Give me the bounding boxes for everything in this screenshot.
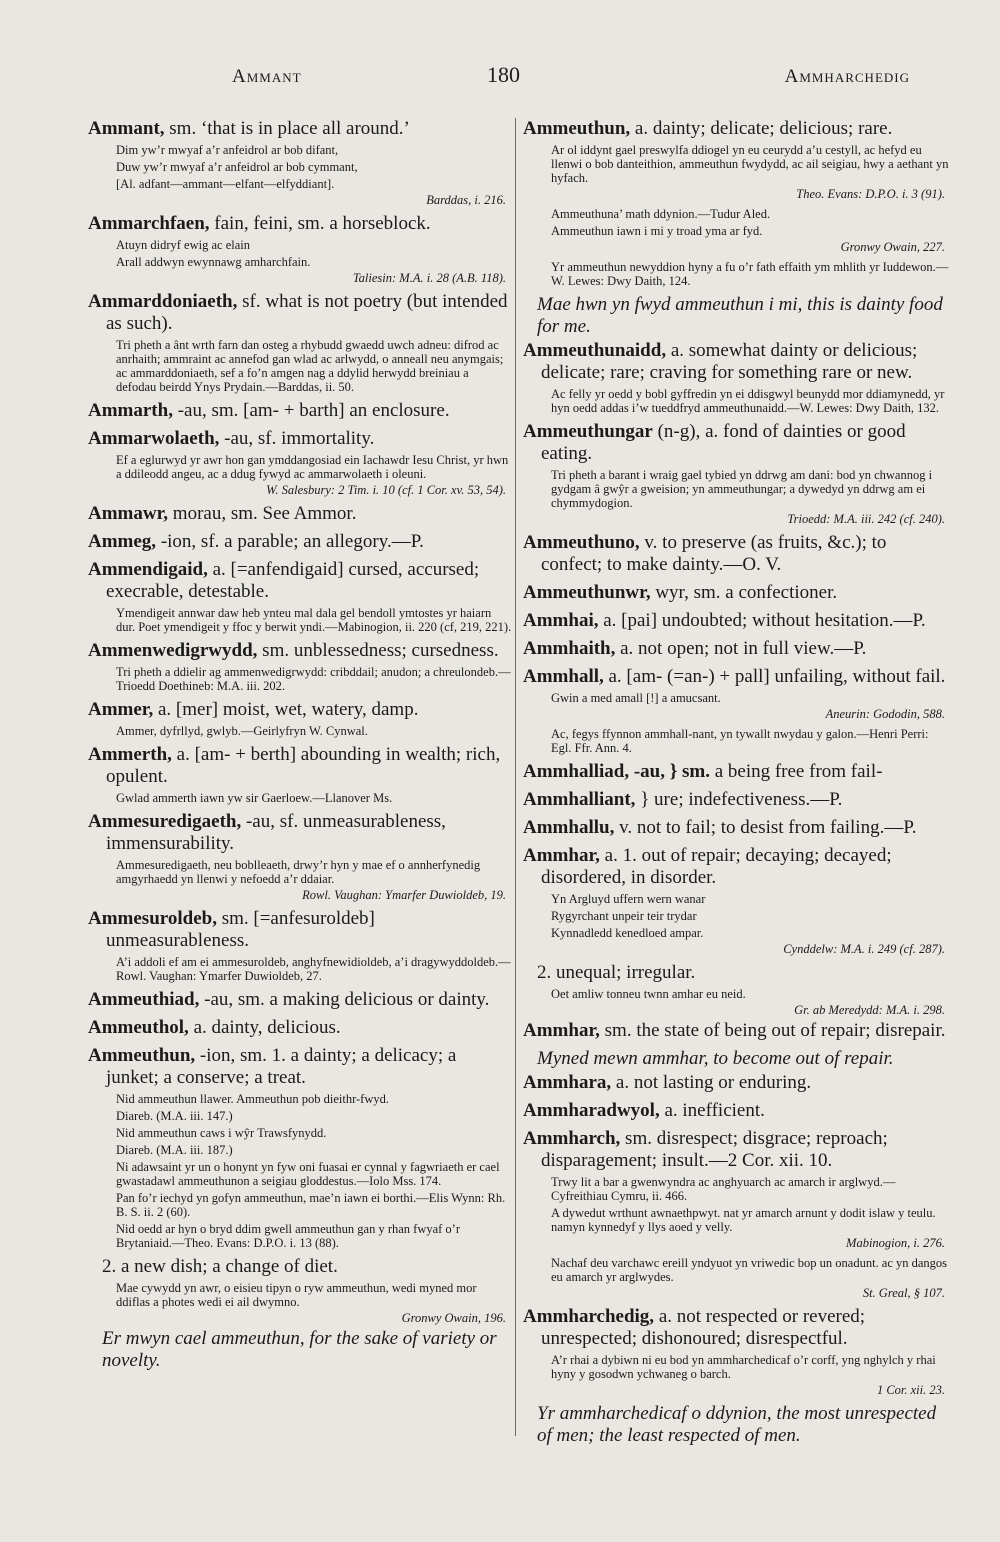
definition: v. not to fail; to desist from failing.—P.: [619, 817, 917, 838]
definition: a. [am- + berth] abounding in wealth; rich, opulent.: [106, 744, 501, 787]
header-left-guideword: Ammant: [232, 66, 302, 87]
definition: fain, feini, sm. a horseblock.: [214, 213, 431, 234]
citation-quote: Ammer, dyfrllyd, gwlyb.—Geirlyfryn W. Cynwal.: [116, 724, 368, 738]
definition: sm. [=anfesuroldeb] unmeasurableness.: [106, 908, 375, 951]
headword: Ammhalliad, -au, } sm.: [523, 761, 710, 782]
entry-headline: [88, 559, 512, 603]
citation-source: Rowl. Vaughan: Ymarfer Duwioldeb, 19.: [302, 888, 506, 902]
definition: a. somewhat dainty or delicious; delicate; rare; craving for something rare or new.: [541, 340, 918, 383]
dictionary-entry: [523, 1128, 951, 1250]
definition: a being free from fail-: [714, 761, 883, 782]
entry-headline: [88, 811, 512, 855]
entry-headline: [88, 908, 512, 952]
citation-quote: Ammeuthuna’ math ddynion.—Tudur Aled.: [551, 207, 771, 221]
citation-quote: Arall addwyn ewynnawg amharchfain.: [116, 255, 311, 269]
definition: -au, sm. [am- + barth] an enclosure.: [177, 400, 450, 421]
definition: a. dainty, delicious.: [193, 1017, 341, 1038]
entry-headline: [523, 1100, 951, 1122]
headword: Ammhalliant,: [523, 789, 636, 810]
definition: a. [mer] moist, wet, watery, damp.: [158, 699, 419, 720]
headword: Ammhall,: [523, 666, 604, 687]
citation-quote: A dywedut wrthunt awnaethpwyt. nat yr amarch arnunt y dodit islaw y teulu. namyn kynnedyf y llys aoed y velly.: [551, 1206, 936, 1234]
dictionary-entry: [88, 908, 512, 983]
definition: a. not lasting or enduring.: [615, 1072, 812, 1093]
dictionary-entry: [523, 638, 951, 660]
citation-quote: Gwin a med amall [!] a amucsant.: [551, 691, 721, 705]
column-rule: [515, 118, 516, 1436]
header-right-guideword: Ammharchedig: [784, 66, 910, 87]
citation-quote: [Al. adfant—ammant—elfant—elfyddiant].: [116, 177, 335, 191]
entry-headline: [88, 531, 512, 553]
definition: a. inefficient.: [664, 1100, 765, 1121]
headword: Ammeuthun,: [523, 118, 631, 139]
entry-headline: [88, 1045, 512, 1089]
dictionary-entry: [523, 582, 951, 604]
dictionary-entry: [88, 744, 512, 805]
citation-quote: Nid ammeuthun llawer. Ammeuthun pob dieithr-fwyd.: [116, 1092, 389, 1106]
dictionary-entry: [88, 400, 512, 422]
citation-quote: Gwlad ammerth iawn yw sir Gaerloew.—Llanover Ms.: [116, 791, 393, 805]
page-number: 180: [487, 62, 520, 87]
citation-quote: Oet amliw tonneu twnn amhar eu neid.: [551, 987, 746, 1001]
entry-headline: [523, 340, 951, 384]
headword: Ammant,: [88, 118, 165, 139]
headword: Ammarddoniaeth,: [88, 291, 238, 312]
citation-quote: Yn Argluyd uffern wern wanar: [551, 892, 706, 906]
headword: Ammeg,: [88, 531, 157, 552]
definition: a. not respected or revered; unrespected; dishonoured; disrespectful.: [541, 1306, 866, 1349]
citation-quote: Ar ol iddynt gael preswylfa ddiogel yn eu ceurydd a’u cestyll, ac hefyd eu llenwi o bob danteithion, ammeuthun fwydydd, ac ail seigiau, hwy a aethant yn hyfach.: [551, 143, 949, 185]
definition: a. dainty; delicate; delicious; rare.: [634, 118, 893, 139]
headword: Ammhallu,: [523, 817, 615, 838]
citation-source: 1 Cor. xii. 23.: [876, 1383, 945, 1397]
dictionary-entry: [523, 789, 951, 811]
entry-headline: [88, 503, 512, 525]
citation-quote: Nid ammeuthun caws i wŷr Trawsfynydd.: [116, 1126, 327, 1140]
right-column: [523, 118, 951, 1449]
citation-quote: Ni adawsaint yr un o honynt yn fyw oni fuasai er cynnal y fagwriaeth er cael gwastadawl ammeuthunon a seigiau gloddestus.—Iolo Mss. 174.: [116, 1160, 500, 1188]
citation-source: Aneurin: Gododin, 588.: [825, 707, 945, 721]
headword: Ammhai,: [523, 610, 599, 631]
citation-source: W. Salesbury: 2 Tim. i. 10 (cf. 1 Cor. xv. 53, 54).: [266, 483, 506, 497]
definition: } ure; indefectiveness.—P.: [640, 789, 843, 810]
italic-example: Myned mewn ammhar, to become out of repair.: [537, 1048, 894, 1069]
sense-2: 2. unequal; irregular.: [537, 962, 696, 983]
headword: Ammarth,: [88, 400, 173, 421]
definition: a. not open; not in full view.—P.: [620, 638, 867, 659]
entry-headline: [88, 1017, 512, 1039]
dictionary-entry: [88, 640, 512, 693]
headword: Ammhar,: [523, 845, 600, 866]
headword: Ammharadwyol,: [523, 1100, 660, 1121]
entry-headline: [523, 1020, 951, 1042]
citation-quote: A’r rhai a dybiwn ni eu bod yn ammharchedicaf o’r corff, yng nghylch y rhai hyny y gosodwn ychwaneg o barch.: [551, 1353, 936, 1381]
citation-quote: Pan fo’r iechyd yn gofyn ammeuthun, mae’n iawn ei borthi.—Elis Wynn: Rh. B. S. ii. 2 (60).: [116, 1191, 506, 1219]
entry-headline: [88, 400, 512, 422]
entry-headline: [523, 582, 951, 604]
entry-headline: [523, 845, 951, 889]
definition: -au, sf. immortality.: [224, 428, 375, 449]
definition: v. to preserve (as fruits, &c.); to confect; to make dainty.—O. V.: [541, 532, 887, 575]
dictionary-entry: [523, 845, 951, 956]
dictionary-entry: [88, 291, 512, 394]
dictionary-entry: [523, 260, 951, 288]
headword: Ammeuthol,: [88, 1017, 189, 1038]
dictionary-entry: [88, 559, 512, 634]
citation-quote: Kynnadledd kenedloed ampar.: [551, 926, 704, 940]
citation-quote: Diareb. (M.A. iii. 147.): [116, 1109, 233, 1123]
headword: Ammhar,: [523, 1020, 600, 1041]
definition: (n-g), a. fond of dainties or good eating.: [541, 421, 906, 464]
dictionary-entry: [88, 531, 512, 553]
left-column: [88, 118, 512, 1374]
dictionary-entry: [88, 989, 512, 1011]
sense-2: 2. a new dish; a change of diet.: [102, 1256, 338, 1277]
citation-quote: Nid oedd ar hyn o bryd ddim gwell ammeuthun gan y rhan fwyaf o’r Brytaniaid.—Theo. Evans: D.P.O. i. 13 (88).: [116, 1222, 461, 1250]
definition: sm. the state of being out of repair; disrepair.: [604, 1020, 946, 1041]
citation-quote: Tri pheth a ddielir ag ammenwedigrwydd: cribddail; anudon; a chreulondeb.—Trioedd Doethineb: M.A. iii. 202.: [116, 665, 511, 693]
headword: Ammesuroldeb,: [88, 908, 217, 929]
headword: Ammeuthunwr,: [523, 582, 651, 603]
entry-headline: [523, 421, 951, 465]
entry-headline: [523, 610, 951, 632]
citation-quote: Tri pheth a barant i wraig gael tybied yn ddrwg am dani: bod yn chwannog i gydgam â gwŷr a gweision; yn ammeuthungar; a dywedyd yn ddrwg am ei chymmydogion.: [551, 468, 933, 510]
headword: Ammhara,: [523, 1072, 612, 1093]
entry-headline: [523, 532, 951, 576]
definition: sm. disrespect; disgrace; reproach; disparagement; insult.—2 Cor. xii. 10.: [541, 1128, 888, 1171]
dictionary-entry: [88, 213, 512, 285]
dictionary-entry: [88, 428, 512, 497]
entry-headline: [523, 118, 951, 140]
entry-headline: [88, 640, 512, 662]
entry-headline: [523, 1072, 951, 1094]
entry-headline: [88, 989, 512, 1011]
citation-source: Gronwy Owain, 196.: [401, 1311, 506, 1325]
running-header: [90, 62, 910, 92]
headword: Ammarchfaen,: [88, 213, 210, 234]
citation-quote: A’i addoli ef am ei ammesuroldeb, anghyfnewidioldeb, a’i dragywyddoldeb.—Rowl. Vaughan: Ymarfer Duwioldeb, 27.: [116, 955, 511, 983]
headword: Ammeuthun,: [88, 1045, 196, 1066]
entry-headline: [523, 817, 951, 839]
dictionary-entry: [523, 727, 951, 755]
citation-quote: Ymendigeit annwar daw heb ynteu mal dala gel bendoll ymtostes yr haiarn dur. Poet ymendigeit y ffoc y berwit yndi.—Mabinogion, ii. 220 (cf, 219, 221).: [116, 606, 512, 634]
citation-source: Mabinogion, i. 276.: [846, 1236, 945, 1250]
headword: Ammer,: [88, 699, 154, 720]
definition: sf. what is not poetry (but intended as such).: [106, 291, 508, 334]
headword: Ammhaith,: [523, 638, 616, 659]
dictionary-entry: [523, 421, 951, 526]
entry-headline: [88, 213, 512, 235]
dictionary-entry: [523, 610, 951, 632]
definition: sm. unblessedness; cursedness.: [262, 640, 499, 661]
dictionary-entry: [88, 118, 512, 207]
dictionary-entry: [523, 817, 951, 839]
citation-quote: Ac, fegys ffynnon ammhall-nant, yn tywallt nwydau y galon.—Henri Perri: Egl. Ffr. Ann. 4.: [551, 727, 929, 755]
definition: wyr, sm. a confectioner.: [655, 582, 838, 603]
italic-example: Yr ammharchedicaf o ddynion, the most unrespected of men; the least respected of men.: [537, 1403, 937, 1446]
dictionary-entry: [523, 207, 951, 254]
headword: Ammharch,: [523, 1128, 621, 1149]
dictionary-entry: [523, 118, 951, 201]
citation-quote: Yr ammeuthun newyddion hyny a fu o’r fath effaith ym mhlith yr Iuddewon.—W. Lewes: Dwy Daith, 124.: [551, 260, 949, 288]
dictionary-entry: [88, 699, 512, 738]
headword: Ammawr,: [88, 503, 169, 524]
entry-headline: [88, 118, 512, 140]
headword: Ammendigaid,: [88, 559, 208, 580]
citation-quote: Mae cywydd yn awr, o eisieu tipyn o ryw ammeuthun, wedi myned mor ddiflas a photes wedi ei ail dwymno.: [116, 1281, 477, 1309]
headword: Ammeuthungar: [523, 421, 653, 442]
entry-headline: [523, 789, 951, 811]
italic-example: Er mwyn cael ammeuthun, for the sake of variety or novelty.: [102, 1328, 497, 1371]
entry-headline: [523, 1128, 951, 1172]
definition: a. [pai] undoubted; without hesitation.—P.: [603, 610, 926, 631]
entry-headline: [88, 744, 512, 788]
definition: a. [am- (=an-) + pall] unfailing, without fail.: [608, 666, 946, 687]
dictionary-entry: [523, 1100, 951, 1122]
citation-source: Trioedd: M.A. iii. 242 (cf. 240).: [787, 512, 945, 526]
headword: Ammeuthiad,: [88, 989, 200, 1010]
dictionary-entry: [523, 1306, 951, 1397]
headword: Ammeuthuno,: [523, 532, 640, 553]
definition: -au, sf. unmeasurableness, immensurability.: [106, 811, 446, 854]
citation-quote: Diareb. (M.A. iii. 187.): [116, 1143, 233, 1157]
citation-quote: Duw yw’r mwyaf a’r anfeidrol ar bob cymmant,: [116, 160, 358, 174]
citation-quote: Nachaf deu varchawc ereill yndyuot yn vriwedic bop un onadunt. ac yn dangos eu amarch yr arglwydes.: [551, 1256, 948, 1284]
dictionary-entry: [523, 1072, 951, 1094]
citation-source: Gr. ab Meredydd: M.A. i. 298.: [794, 1003, 945, 1017]
dictionary-entry: [523, 532, 951, 576]
headword: Ammerth,: [88, 744, 172, 765]
entry-headline: [88, 699, 512, 721]
dictionary-entry: [523, 761, 951, 783]
citation-source: Cynddelw: M.A. i. 249 (cf. 287).: [783, 942, 945, 956]
headword: Ammeuthunaidd,: [523, 340, 667, 361]
entry-headline: [523, 638, 951, 660]
dictionary-entry: [88, 1045, 512, 1250]
entry-headline: [523, 761, 951, 783]
definition: a. 1. out of repair; decaying; decayed; disordered, in disorder.: [541, 845, 892, 888]
entry-headline: [88, 428, 512, 450]
dictionary-entry: [88, 503, 512, 525]
headword: Ammarwolaeth,: [88, 428, 220, 449]
citation-source: Taliesin: M.A. i. 28 (A.B. 118).: [352, 271, 506, 285]
entry-headline: [88, 291, 512, 335]
citation-source: Barddas, i. 216.: [426, 193, 506, 207]
citation-source: Theo. Evans: D.P.O. i. 3 (91).: [796, 187, 945, 201]
definition: sm. ‘that is in place all around.’: [169, 118, 410, 139]
definition: -au, sm. a making delicious or dainty.: [204, 989, 490, 1010]
citation-quote: Ac felly yr oedd y bobl gyffredin yn ei ddisgwyl beunydd mor ddiamynedd, yr hyn oedd addas i’w tueddfryd ammeuthunaidd.—W. Lewes: Dwy Daith, 132.: [551, 387, 945, 415]
citation-quote: Dim yw’r mwyaf a’r anfeidrol ar bob difant,: [116, 143, 339, 157]
citation-quote: Ammesuredigaeth, neu boblleaeth, drwy’r hyn y mae ef o annherfynedig amgyrhaedd yn llenwi y nefoedd a’r ddaiar.: [116, 858, 481, 886]
italic-example: Mae hwn yn fwyd ammeuthun i mi, this is dainty food for me.: [537, 294, 943, 337]
dictionary-entry: [88, 811, 512, 902]
headword: Ammesuredigaeth,: [88, 811, 242, 832]
dictionary-entry: [523, 1256, 951, 1300]
definition: morau, sm. See Ammor.: [172, 503, 357, 524]
citation-source: Gronwy Owain, 227.: [840, 240, 945, 254]
headword: Ammharchedig,: [523, 1306, 655, 1327]
citation-quote: Ammeuthun iawn i mi y troad yma ar fyd.: [551, 224, 763, 238]
dictionary-entry: [88, 1017, 512, 1039]
headword: Ammenwedigrwydd,: [88, 640, 258, 661]
definition: a. [=anfendigaid] cursed, accursed; execrable, detestable.: [106, 559, 480, 602]
definition: -ion, sm. 1. a dainty; a delicacy; a junket; a conserve; a treat.: [106, 1045, 457, 1088]
citation-source: St. Greal, § 107.: [862, 1286, 945, 1300]
definition: -ion, sf. a parable; an allegory.—P.: [160, 531, 424, 552]
citation-quote: Ef a eglurwyd yr awr hon gan ymddangosiad ein Iachawdr Iesu Christ, yr hwn a ddileodd angeu, ac a ddug fywyd ac ammarwolaeth i oleuni.: [116, 453, 509, 481]
dictionary-entry: [523, 340, 951, 415]
citation-quote: Tri pheth a ânt wrth farn dan osteg a rhybudd gwaedd uwch adneu: difrod ac anrhaith; ammraint ac annefod gan wlad ac arlwydd, o anneall neu anymgais; ac ammarddoniaeth, sef a fo’n amgen nag a ddylid herwydd breiniau a defodau beirdd Ynys Prydain.—Barddas, ii. 50.: [116, 338, 504, 394]
entry-headline: [523, 666, 951, 688]
entry-headline: [523, 1306, 951, 1350]
dictionary-entry: [523, 666, 951, 721]
citation-quote: Trwy lit a bar a gwenwyndra ac anghyuarch ac amarch ir arglwyd.—Cyfreithiau Cymru, ii. 466.: [551, 1175, 896, 1203]
citation-quote: Rygyrchant unpeir teir trydar: [551, 909, 697, 923]
citation-quote: Atuyn didryf ewig ac elain: [116, 238, 250, 252]
dictionary-entry: [523, 1020, 951, 1042]
